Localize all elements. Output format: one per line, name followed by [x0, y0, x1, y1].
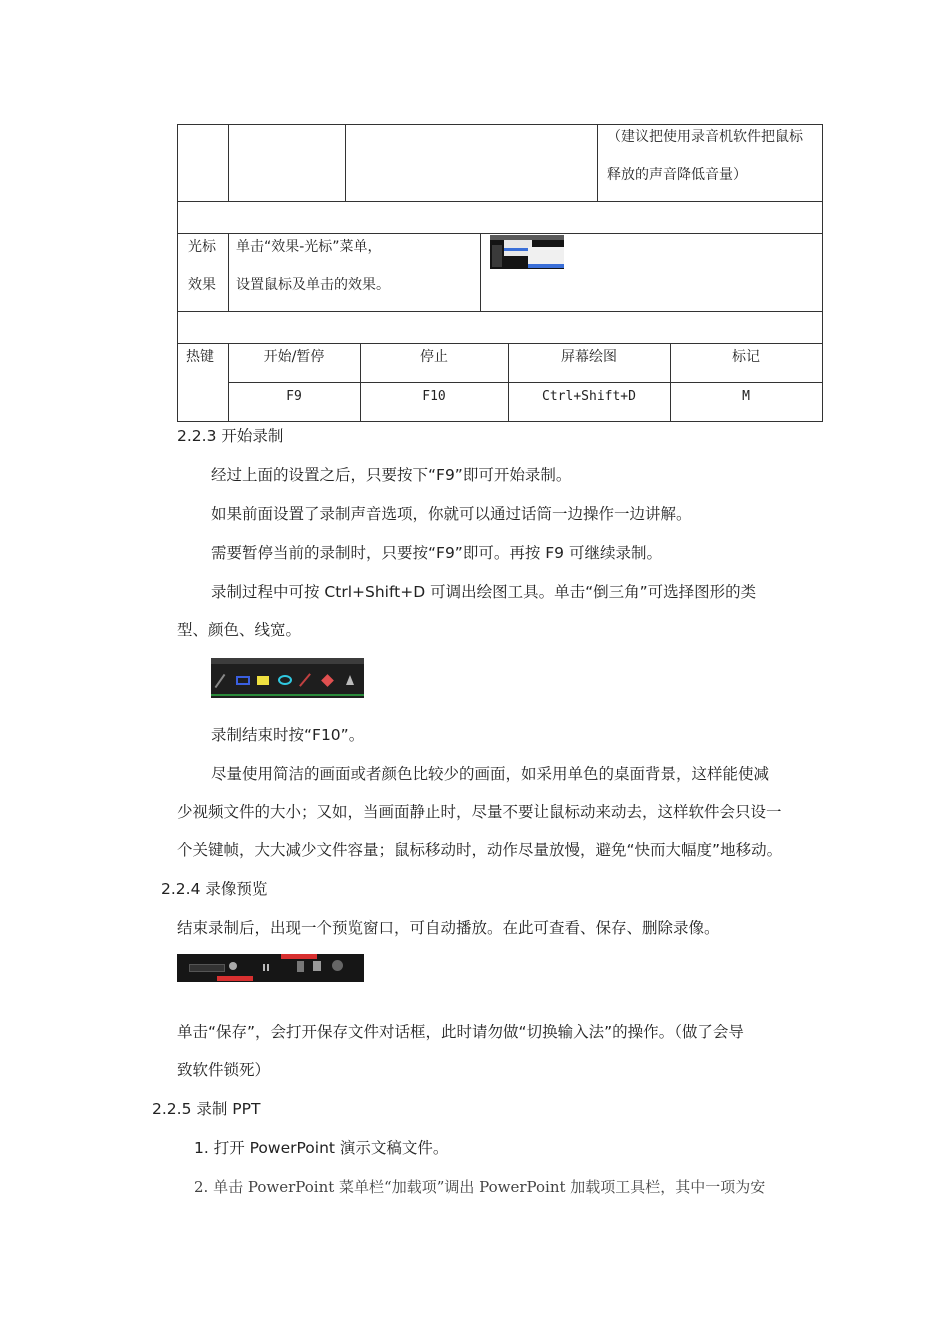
paragraph: 如果前面设置了录制声音选项，你就可以通过话筒一边操作一边讲解。	[211, 505, 692, 523]
cursor-row-label: 效果	[188, 277, 216, 293]
hotkey-value-stop: F10	[422, 389, 446, 404]
section-heading-preview: 2.2.4 录像预览	[161, 880, 268, 898]
red-label	[281, 954, 317, 959]
table-rule	[177, 311, 823, 312]
table-rule	[177, 421, 823, 422]
toolbar-title-bar	[211, 658, 364, 664]
pen-icon	[215, 674, 226, 688]
save-icon	[297, 961, 304, 972]
table-rule	[177, 233, 823, 234]
table-border	[822, 124, 823, 422]
rectangle-icon	[236, 676, 250, 685]
table-note-line: （建议把使用录音机软件把鼠标	[607, 129, 803, 145]
paragraph: 致软件锁死）	[177, 1061, 271, 1079]
toolbar-status-line	[211, 694, 364, 696]
hotkey-value-screen-draw: Ctrl+Shift+D	[542, 389, 636, 404]
delete-icon	[313, 961, 321, 971]
section-heading-start-recording: 2.2.3 开始录制	[177, 427, 284, 445]
submenu-highlight	[528, 264, 564, 268]
cursor-row-desc: 单击“效果-光标”菜单，	[236, 239, 382, 255]
paragraph: 单击“保存”，会打开保存文件对话框，此时请勿做“切换输入法”的操作。（做了会导	[177, 1023, 744, 1041]
timeline-field	[189, 964, 225, 972]
sidebar-strip	[492, 245, 502, 267]
table-rule	[228, 382, 823, 383]
paragraph: 结束录制后，出现一个预览窗口，可自动播放。在此可查看、保存、删除录像。	[177, 919, 720, 937]
pause-icon	[263, 964, 265, 971]
paragraph: 录制结束时按“F10”。	[211, 726, 365, 744]
table-rule	[177, 124, 823, 125]
eraser-icon	[321, 674, 334, 687]
cursor-row-label: 光标	[188, 239, 216, 255]
hotkey-header-stop: 停止	[420, 349, 448, 365]
section-heading-record-ppt: 2.2.5 录制 PPT	[152, 1100, 261, 1118]
table-rule	[480, 233, 481, 311]
table-rule	[597, 124, 598, 201]
pause-icon	[267, 964, 269, 971]
table-rule	[228, 124, 229, 201]
paragraph: 少视频文件的大小；又如，当画面静止时，尽量不要让鼠标动来动去，这样软件会只设一	[177, 803, 782, 821]
table-rule	[228, 233, 229, 311]
hotkey-header-mark: 标记	[732, 349, 760, 365]
paragraph: 录制过程中可按 Ctrl+Shift+D 可调出绘图工具。单击“倒三角”可选择图形的类	[211, 583, 757, 601]
hotkey-header-screen-draw: 屏幕绘图	[561, 349, 617, 365]
paragraph: 型、颜色、线宽。	[177, 621, 302, 639]
table-rule	[177, 201, 823, 202]
cursor-icon	[346, 675, 354, 685]
cursor-menu-screenshot	[490, 235, 564, 269]
hotkey-value-start-pause: F9	[286, 389, 302, 404]
hotkey-row-label: 热键	[186, 349, 214, 365]
paragraph: 需要暂停当前的录制时，只要按“F9”即可。再按 F9 可继续录制。	[211, 544, 662, 562]
cursor-row-desc: 设置鼠标及单击的效果。	[236, 277, 390, 293]
ellipse-icon	[278, 675, 292, 685]
paragraph: 尽量使用简洁的画面或者颜色比较少的画面，如采用单色的桌面背景，这样能使减	[211, 765, 770, 783]
highlight-icon	[257, 676, 269, 685]
paragraph: 个关键帧，大大减少文件容量；鼠标移动时，动作尽量放慢，避免“快而大幅度”地移动。	[177, 841, 783, 859]
table-note-line: 释放的声音降低音量）	[607, 167, 747, 183]
hotkey-header-start-pause: 开始/暂停	[263, 349, 325, 365]
table-rule	[177, 343, 823, 344]
paragraph: 经过上面的设置之后，只要按下“F9”即可开始录制。	[211, 466, 572, 484]
table-rule	[345, 124, 346, 201]
line-icon	[299, 673, 311, 687]
list-item: 1. 打开 PowerPoint 演示文稿文件。	[194, 1139, 449, 1157]
red-label	[217, 976, 253, 981]
record-icon	[229, 962, 237, 970]
film-reel-icon	[332, 960, 343, 971]
table-border	[177, 124, 178, 422]
hotkey-value-mark: M	[742, 389, 750, 404]
list-item: 2. 单击 PowerPoint 菜单栏“加载项”调出 PowerPoint 加载项工具栏，其中一项为安	[194, 1178, 766, 1196]
drawing-toolbar-screenshot	[211, 658, 364, 698]
preview-window-screenshot	[177, 954, 364, 982]
